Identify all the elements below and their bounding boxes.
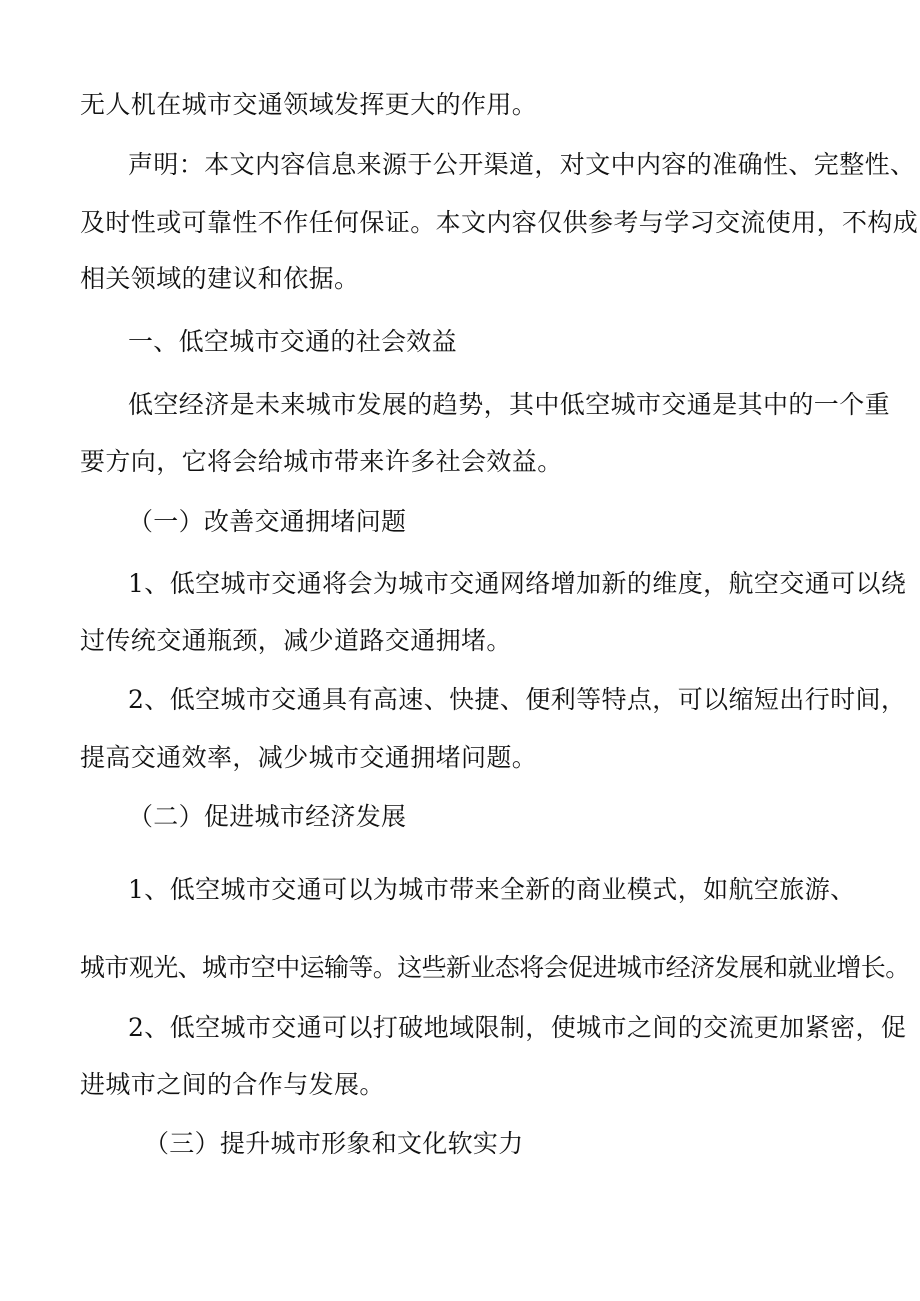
disclaimer-line-2: 及时性或可靠性不作任何保证。本文内容仅供参考与学习交流使用，不构成 [80, 208, 919, 237]
disclaimer-line-1: 声明：本文内容信息来源于公开渠道，对文中内容的准确性、完整性、 [128, 150, 916, 179]
paragraph-1-2-line-1: 2、低空城市交通具有高速、快捷、便利等特点，可以缩短出行时间， [128, 685, 907, 714]
disclaimer-line-3: 相关领域的建议和依据。 [80, 264, 360, 293]
subsection-heading-2: （二）促进城市经济发展 [128, 802, 407, 831]
paragraph-2-2-line-1: 2、低空城市交通可以打破地域限制，使城市之间的交流更加紧密，促 [128, 1013, 907, 1042]
subsection-heading-3: （三）提升城市形象和文化软实力 [144, 1129, 524, 1158]
intro-line-1: 低空经济是未来城市发展的趋势，其中低空城市交通是其中的一个重 [128, 390, 891, 419]
continuation-text: 无人机在城市交通领域发挥更大的作用。 [80, 90, 538, 119]
section-heading: 一、低空城市交通的社会效益 [128, 327, 457, 356]
subsection-heading-1: （一）改善交通拥堵问题 [128, 507, 407, 536]
paragraph-1-2-line-2: 提高交通效率，减少城市交通拥堵问题。 [80, 743, 538, 772]
paragraph-1-1-line-1: 1、低空城市交通将会为城市交通网络增加新的维度，航空交通可以绕 [128, 569, 907, 598]
intro-line-2: 要方向，它将会给城市带来许多社会效益。 [80, 447, 563, 476]
paragraph-2-1-line-1: 1、低空城市交通可以为城市带来全新的商业模式，如航空旅游、 [128, 875, 856, 904]
paragraph-1-1-line-2: 过传统交通瓶颈，减少道路交通拥堵。 [80, 626, 512, 655]
paragraph-2-1-line-2: 城市观光、城市空中运输等。这些新业态将会促进城市经济发展和就业增长。 [80, 953, 910, 982]
paragraph-2-2-line-2: 进城市之间的合作与发展。 [80, 1070, 385, 1099]
